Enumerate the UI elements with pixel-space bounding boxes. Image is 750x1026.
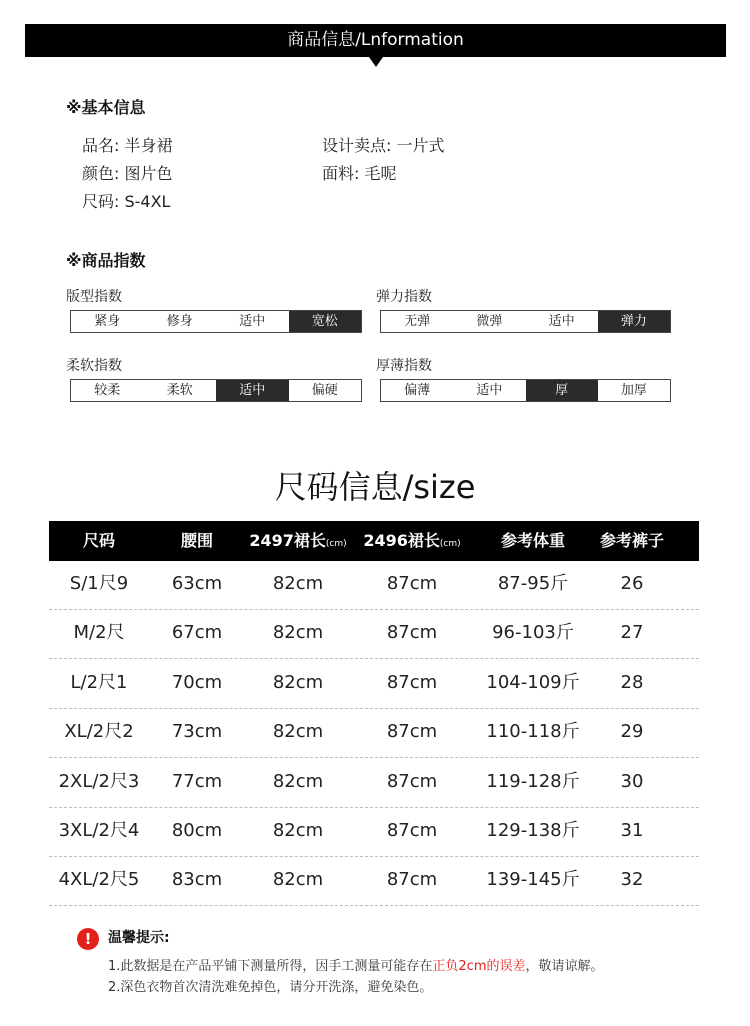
cell-length-2497: 82cm: [272, 820, 324, 841]
size-table-header: [49, 521, 699, 561]
product-index-title: ※商品指数: [66, 251, 146, 270]
cell-waist: 63cm: [171, 573, 223, 594]
info-fabric: 面料: 毛呢: [322, 164, 397, 183]
index-option-thickness-1: 适中: [476, 383, 503, 398]
index-label-softness: 柔软指数: [66, 358, 122, 374]
table-row: [49, 561, 699, 610]
cell-pants: 32: [620, 869, 644, 891]
cell-length-2496: 87cm: [386, 671, 438, 693]
notice-line-1-end: ，敬请谅解。: [525, 959, 604, 974]
header-weight-text: 参考体重: [500, 531, 565, 550]
cell-waist: 77cm: [171, 770, 223, 792]
table-row: [49, 857, 699, 906]
index-option-softness-1: 柔软: [166, 383, 193, 398]
index-option-elasticity-3: 弹力: [598, 311, 670, 332]
info-selling-point: 设计卖点: 一片式: [322, 136, 445, 155]
table-row: [49, 808, 699, 857]
cell-size: L/2尺1: [70, 671, 128, 693]
cell-length-2496: 87cm: [386, 573, 438, 594]
cell-length-2497: 82cm: [272, 721, 324, 743]
cell-size: 2XL/2尺3: [58, 770, 140, 792]
header-length-2497-unit: (cm): [325, 539, 347, 549]
info-size: 尺码: S-4XL: [82, 192, 171, 211]
table-row: [49, 610, 699, 659]
cell-pants: 28: [620, 671, 644, 693]
table-row: [49, 759, 699, 808]
cell-length-2497: 82cm: [272, 671, 324, 693]
cell-weight: 139-145斤: [486, 869, 580, 891]
section-header-title: 商品信息/Lnformation: [287, 30, 464, 50]
header-weight: [473, 521, 593, 561]
index-option-thickness-2: 厚: [526, 380, 598, 401]
notice-line-1-highlight: 正负2cm的误差: [432, 959, 526, 974]
cell-length-2496: 87cm: [386, 622, 438, 644]
cell-weight: 110-118斤: [486, 721, 580, 743]
header-length-2496: [354, 521, 470, 564]
size-info-title: 尺码信息/size: [274, 468, 476, 506]
cell-weight: 129-138斤: [486, 820, 580, 841]
header-waist: [152, 521, 242, 561]
cell-length-2496: 87cm: [386, 721, 438, 743]
index-label-thickness: 厚薄指数: [376, 358, 432, 374]
notice-line-1: [108, 955, 604, 974]
cell-weight: 96-103斤: [492, 622, 574, 644]
cell-weight: 119-128斤: [486, 770, 580, 792]
header-length-2497-text: 2497裙长: [249, 531, 326, 550]
index-option-elasticity-1: 微弹: [476, 314, 503, 329]
cell-waist: 73cm: [171, 721, 223, 743]
index-label-fit: 版型指数: [66, 289, 122, 305]
cell-waist: 67cm: [171, 622, 223, 644]
header-pants-text: 参考裤子: [599, 531, 664, 550]
index-option-elasticity-0: 无弹: [404, 314, 431, 329]
index-option-softness-3: 偏硬: [311, 383, 338, 398]
cell-waist: 80cm: [171, 820, 223, 841]
header-size: [49, 521, 149, 561]
cell-length-2496: 87cm: [386, 820, 438, 841]
cell-length-2496: 87cm: [386, 770, 438, 792]
header-size-text: 尺码: [82, 531, 115, 550]
header-waist-text: 腰围: [180, 531, 213, 550]
cell-size: M/2尺: [73, 622, 125, 644]
cell-length-2497: 82cm: [272, 770, 324, 792]
header-length-2496-text: 2496裙长: [363, 531, 440, 550]
index-option-thickness-0: 偏薄: [404, 383, 431, 398]
notice-line-1-text: 1.此数据是在产品平铺下测量所得，因手工测量可能存在: [108, 959, 433, 974]
index-option-fit-1: 修身: [166, 314, 193, 329]
cell-weight: 104-109斤: [486, 671, 580, 693]
header-pointer-arrow: [369, 57, 383, 67]
header-pants: [587, 521, 677, 561]
cell-size: XL/2尺2: [64, 721, 134, 743]
cell-length-2497: 82cm: [272, 622, 324, 644]
info-color: 颜色: 图片色: [82, 164, 173, 183]
index-option-softness-0: 较柔: [94, 383, 121, 398]
index-option-fit-3: 宽松: [289, 311, 362, 332]
index-option-fit-0: 紧身: [94, 314, 121, 329]
cell-pants: 30: [620, 770, 644, 792]
index-option-elasticity-2: 适中: [548, 314, 575, 329]
cell-length-2497: 82cm: [272, 869, 324, 891]
table-row: [49, 660, 699, 709]
index-scale-elasticity: [380, 310, 671, 333]
basic-info-title: ※基本信息: [66, 98, 146, 117]
cell-weight: 87-95斤: [497, 573, 569, 594]
cell-pants: 29: [620, 721, 644, 743]
cell-size: S/1尺9: [69, 573, 129, 594]
notice-line-2: 2.深色衣物首次清洗难免掉色，请分开洗涤，避免染色。: [108, 980, 433, 995]
cell-pants: 31: [620, 820, 644, 841]
index-option-softness-2: 适中: [216, 380, 289, 401]
cell-waist: 83cm: [171, 869, 223, 891]
index-scale-thickness: [380, 379, 671, 402]
table-row: [49, 709, 699, 758]
notice-title: 温馨提示:: [108, 930, 170, 946]
cell-length-2497: 82cm: [272, 573, 324, 594]
index-option-thickness-3: 加厚: [620, 383, 647, 398]
cell-pants: 26: [620, 573, 644, 594]
warning-icon: !: [77, 928, 99, 950]
index-option-fit-2: 适中: [239, 314, 266, 329]
header-length-2496-unit: (cm): [439, 539, 461, 549]
cell-pants: 27: [620, 622, 644, 644]
cell-size: 3XL/2尺4: [58, 820, 140, 841]
section-header-bar: [25, 24, 726, 57]
index-label-elasticity: 弹力指数: [376, 289, 432, 305]
cell-waist: 70cm: [171, 671, 223, 693]
index-scale-softness: [70, 379, 362, 402]
info-name: 品名: 半身裙: [82, 136, 173, 155]
cell-size: 4XL/2尺5: [58, 869, 140, 891]
header-length-2497: [240, 521, 356, 564]
cell-length-2496: 87cm: [386, 869, 438, 891]
index-scale-fit: [70, 310, 362, 333]
